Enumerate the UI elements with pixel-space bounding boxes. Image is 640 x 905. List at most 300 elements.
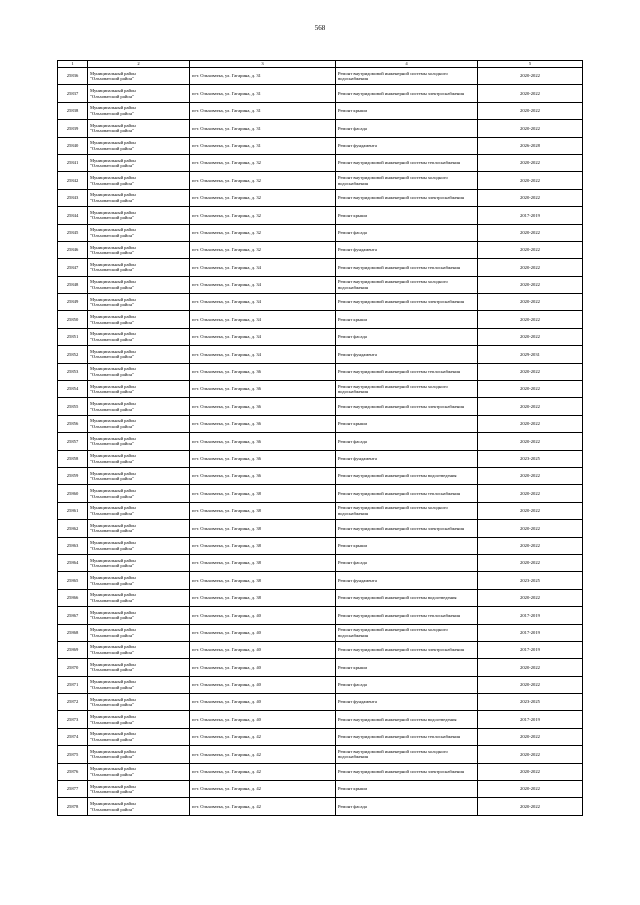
address-cell: пгт. Ольховатка, ул. Гагарина, д. 40 xyxy=(190,641,336,658)
municipality-line-1: Муниципальный район xyxy=(90,435,136,441)
address-cell: пгт. Ольховатка, ул. Гагарина, д. 40 xyxy=(190,624,336,641)
work-type-cell: Ремонт крыши xyxy=(336,659,478,676)
municipality-cell xyxy=(88,676,190,693)
row-number-cell: 25851 xyxy=(58,328,88,345)
period-cell: 2020-2022 xyxy=(478,520,583,537)
municipality-line-1: Муниципальный район xyxy=(90,401,136,407)
header-row xyxy=(58,61,583,68)
period-cell: 2020-2022 xyxy=(478,311,583,328)
municipality-line-1: Муниципальный район xyxy=(90,331,136,337)
period-cell: 2020-2022 xyxy=(478,502,583,519)
registry-table xyxy=(57,60,583,816)
address-cell: пгт. Ольховатка, ул. Гагарина, д. 36 xyxy=(190,398,336,415)
address-cell: пгт. Ольховатка, ул. Гагарина, д. 40 xyxy=(190,607,336,624)
municipality-cell xyxy=(88,694,190,711)
municipality-line-1: Муниципальный район xyxy=(90,244,136,250)
municipality-line-2: "Ольховатский район" xyxy=(90,545,134,551)
row-number-cell: 25876 xyxy=(58,763,88,780)
period-cell: 2020-2022 xyxy=(478,659,583,676)
row-number-cell: 25878 xyxy=(58,798,88,815)
period-cell: 2020-2022 xyxy=(478,398,583,415)
work-type-cell: Ремонт внутридомовой инженерной системы холодного водоснабжения xyxy=(336,68,478,85)
period-cell: 2029-2031 xyxy=(478,346,583,363)
work-type-cell: Ремонт фундамента xyxy=(336,346,478,363)
work-type-cell: Ремонт крыши xyxy=(336,537,478,554)
period-cell: 2020-2022 xyxy=(478,328,583,345)
row-number-cell: 25862 xyxy=(58,520,88,537)
row-number-cell: 25849 xyxy=(58,294,88,311)
table-row xyxy=(58,68,583,85)
row-number-cell: 25874 xyxy=(58,728,88,745)
municipality-line-2: "Ольховатский район" xyxy=(90,76,134,82)
municipality-cell xyxy=(88,746,190,763)
table-row xyxy=(58,85,583,102)
address-cell: пгт. Ольховатка, ул. Гагарина, д. 31 xyxy=(190,68,336,85)
table-row xyxy=(58,294,583,311)
table-row xyxy=(58,520,583,537)
address-cell: пгт. Ольховатка, ул. Гагарина, д. 32 xyxy=(190,189,336,206)
period-cell: 2020-2022 xyxy=(478,676,583,693)
municipality-line-2: "Ольховатский район" xyxy=(90,232,134,238)
municipality-line-1: Муниципальный район xyxy=(90,714,136,720)
municipality-line-2: "Ольховатский район" xyxy=(90,597,134,603)
table-row xyxy=(58,381,583,398)
work-type-cell: Ремонт внутридомовой инженерной системы электроснабжения xyxy=(336,189,478,206)
work-type-cell: Ремонт внутридомовой инженерной системы теплоснабжения xyxy=(336,728,478,745)
period-cell: 2017-2019 xyxy=(478,624,583,641)
municipality-cell xyxy=(88,624,190,641)
address-cell: пгт. Ольховатка, ул. Гагарина, д. 36 xyxy=(190,433,336,450)
municipality-line-2: "Ольховатский район" xyxy=(90,250,134,256)
row-number-cell: 25841 xyxy=(58,154,88,171)
address-cell: пгт. Ольховатка, ул. Гагарина, д. 40 xyxy=(190,676,336,693)
municipality-line-1: Муниципальный район xyxy=(90,783,136,789)
table-row xyxy=(58,172,583,189)
header-col-5: 5 xyxy=(478,61,583,68)
work-type-cell: Ремонт внутридомовой инженерной системы электроснабжения xyxy=(336,641,478,658)
row-number-cell: 25855 xyxy=(58,398,88,415)
municipality-cell xyxy=(88,68,190,85)
municipality-line-2: "Ольховатский район" xyxy=(90,737,134,743)
table-row xyxy=(58,415,583,432)
table-row xyxy=(58,728,583,745)
work-type-cell: Ремонт крыши xyxy=(336,207,478,224)
work-type-cell: Ремонт внутридомовой инженерной системы теплоснабжения xyxy=(336,485,478,502)
table-row xyxy=(58,137,583,154)
municipality-line-1: Муниципальный район xyxy=(90,192,136,198)
municipality-line-2: "Ольховатский район" xyxy=(90,528,134,534)
period-cell: 2017-2019 xyxy=(478,711,583,728)
work-type-cell: Ремонт крыши xyxy=(336,311,478,328)
table-row xyxy=(58,624,583,641)
row-number-cell: 25859 xyxy=(58,467,88,484)
work-type-cell: Ремонт фасада xyxy=(336,328,478,345)
municipality-line-2: "Ольховатский район" xyxy=(90,684,134,690)
work-type-cell: Ремонт фасада xyxy=(336,676,478,693)
period-cell: 2020-2022 xyxy=(478,781,583,798)
table-row xyxy=(58,154,583,171)
row-number-cell: 25842 xyxy=(58,172,88,189)
address-cell: пгт. Ольховатка, ул. Гагарина, д. 38 xyxy=(190,554,336,571)
work-type-cell: Ремонт внутридомовой инженерной системы теплоснабжения xyxy=(336,154,478,171)
address-cell: пгт. Ольховатка, ул. Гагарина, д. 38 xyxy=(190,520,336,537)
row-number-cell: 25846 xyxy=(58,241,88,258)
municipality-line-2: "Ольховатский район" xyxy=(90,789,134,795)
address-cell: пгт. Ольховатка, ул. Гагарина, д. 32 xyxy=(190,241,336,258)
work-type-cell: Ремонт внутридомовой инженерной системы холодного водоснабжения xyxy=(336,624,478,641)
address-cell: пгт. Ольховатка, ул. Гагарина, д. 34 xyxy=(190,346,336,363)
address-cell: пгт. Ольховатка, ул. Гагарина, д. 34 xyxy=(190,328,336,345)
work-type-cell: Ремонт внутридомовой инженерной системы холодного водоснабжения xyxy=(336,746,478,763)
municipality-line-2: "Ольховатский район" xyxy=(90,215,134,221)
work-type-cell: Ремонт внутридомовой инженерной системы холодного водоснабжения xyxy=(336,381,478,398)
table-row xyxy=(58,694,583,711)
municipality-line-1: Муниципальный район xyxy=(90,644,136,650)
work-type-cell: Ремонт фасада xyxy=(336,224,478,241)
municipality-line-1: Муниципальный район xyxy=(90,574,136,580)
table-body xyxy=(58,68,583,816)
address-cell: пгт. Ольховатка, ул. Гагарина, д. 31 xyxy=(190,137,336,154)
address-cell: пгт. Ольховатка, ул. Гагарина, д. 38 xyxy=(190,485,336,502)
work-type-cell: Ремонт внутридомовой инженерной системы электроснабжения xyxy=(336,763,478,780)
municipality-cell xyxy=(88,641,190,658)
row-number-cell: 25858 xyxy=(58,450,88,467)
period-cell: 2020-2022 xyxy=(478,68,583,85)
row-number-cell: 25873 xyxy=(58,711,88,728)
municipality-line-2: "Ольховатский район" xyxy=(90,650,134,656)
work-type-cell: Ремонт внутридомовой инженерной системы холодного водоснабжения xyxy=(336,276,478,293)
table-row xyxy=(58,328,583,345)
municipality-line-1: Муниципальный район xyxy=(90,70,136,76)
work-type-cell: Ремонт фасада xyxy=(336,554,478,571)
municipality-line-2: "Ольховатский район" xyxy=(90,754,134,760)
municipality-line-2: "Ольховатский район" xyxy=(90,284,134,290)
row-number-cell: 25847 xyxy=(58,259,88,276)
address-cell: пгт. Ольховатка, ул. Гагарина, д. 34 xyxy=(190,259,336,276)
address-cell: пгт. Ольховатка, ул. Гагарина, д. 40 xyxy=(190,659,336,676)
table-row xyxy=(58,572,583,589)
work-type-cell: Ремонт крыши xyxy=(336,102,478,119)
table-row xyxy=(58,711,583,728)
municipality-cell xyxy=(88,363,190,380)
municipality-line-1: Муниципальный район xyxy=(90,314,136,320)
period-cell: 2020-2022 xyxy=(478,554,583,571)
table-row xyxy=(58,120,583,137)
period-cell: 2020-2022 xyxy=(478,415,583,432)
period-cell: 2020-2022 xyxy=(478,294,583,311)
row-number-cell: 25854 xyxy=(58,381,88,398)
municipality-line-1: Муниципальный район xyxy=(90,609,136,615)
municipality-line-1: Муниципальный район xyxy=(90,174,136,180)
municipality-line-1: Муниципальный район xyxy=(90,105,136,111)
period-cell: 2020-2022 xyxy=(478,485,583,502)
address-cell: пгт. Ольховатка, ул. Гагарина, д. 34 xyxy=(190,294,336,311)
table-row xyxy=(58,241,583,258)
period-cell: 2020-2022 xyxy=(478,433,583,450)
address-cell: пгт. Ольховатка, ул. Гагарина, д. 42 xyxy=(190,798,336,815)
row-number-cell: 25838 xyxy=(58,102,88,119)
municipality-line-1: Муниципальный район xyxy=(90,261,136,267)
period-cell: 2023-2025 xyxy=(478,450,583,467)
row-number-cell: 25866 xyxy=(58,589,88,606)
row-number-cell: 25856 xyxy=(58,415,88,432)
table-row xyxy=(58,763,583,780)
municipality-cell xyxy=(88,711,190,728)
work-type-cell: Ремонт крыши xyxy=(336,781,478,798)
address-cell: пгт. Ольховатка, ул. Гагарина, д. 36 xyxy=(190,415,336,432)
municipality-line-1: Муниципальный район xyxy=(90,766,136,772)
municipality-line-2: "Ольховатский район" xyxy=(90,110,134,116)
period-cell: 2026-2028 xyxy=(478,137,583,154)
municipality-cell xyxy=(88,241,190,258)
address-cell: пгт. Ольховатка, ул. Гагарина, д. 42 xyxy=(190,728,336,745)
period-cell: 2020-2022 xyxy=(478,381,583,398)
row-number-cell: 25861 xyxy=(58,502,88,519)
municipality-line-2: "Ольховатский район" xyxy=(90,337,134,343)
municipality-cell xyxy=(88,276,190,293)
work-type-cell: Ремонт внутридомовой инженерной системы электроснабжения xyxy=(336,398,478,415)
municipality-cell xyxy=(88,572,190,589)
municipality-line-2: "Ольховатский район" xyxy=(90,806,134,812)
municipality-line-1: Муниципальный район xyxy=(90,470,136,476)
header-col-4: 4 xyxy=(336,61,478,68)
period-cell: 2020-2022 xyxy=(478,763,583,780)
work-type-cell: Ремонт крыши xyxy=(336,415,478,432)
address-cell: пгт. Ольховатка, ул. Гагарина, д. 42 xyxy=(190,746,336,763)
row-number-cell: 25860 xyxy=(58,485,88,502)
municipality-line-1: Муниципальный район xyxy=(90,696,136,702)
period-cell: 2020-2022 xyxy=(478,537,583,554)
table-row xyxy=(58,276,583,293)
municipality-line-2: "Ольховатский район" xyxy=(90,145,134,151)
address-cell: пгт. Ольховатка, ул. Гагарина, д. 31 xyxy=(190,102,336,119)
municipality-line-2: "Ольховатский район" xyxy=(90,563,134,569)
row-number-cell: 25853 xyxy=(58,363,88,380)
table-row xyxy=(58,746,583,763)
row-number-cell: 25850 xyxy=(58,311,88,328)
table-row xyxy=(58,398,583,415)
period-cell: 2020-2022 xyxy=(478,85,583,102)
municipality-cell xyxy=(88,172,190,189)
row-number-cell: 25843 xyxy=(58,189,88,206)
municipality-cell xyxy=(88,433,190,450)
municipality-line-2: "Ольховатский район" xyxy=(90,719,134,725)
municipality-line-1: Муниципальный район xyxy=(90,366,136,372)
work-type-cell: Ремонт фундамента xyxy=(336,694,478,711)
municipality-cell xyxy=(88,85,190,102)
work-type-cell: Ремонт внутридомовой инженерной системы теплоснабжения xyxy=(336,259,478,276)
address-cell: пгт. Ольховатка, ул. Гагарина, д. 36 xyxy=(190,467,336,484)
address-cell: пгт. Ольховатка, ул. Гагарина, д. 34 xyxy=(190,311,336,328)
municipality-cell xyxy=(88,294,190,311)
row-number-cell: 25837 xyxy=(58,85,88,102)
address-cell: пгт. Ольховатка, ул. Гагарина, д. 34 xyxy=(190,276,336,293)
table-row xyxy=(58,224,583,241)
municipality-line-2: "Ольховатский район" xyxy=(90,771,134,777)
address-cell: пгт. Ольховатка, ул. Гагарина, д. 42 xyxy=(190,763,336,780)
row-number-cell: 25845 xyxy=(58,224,88,241)
address-cell: пгт. Ольховатка, ул. Гагарина, д. 42 xyxy=(190,781,336,798)
row-number-cell: 25867 xyxy=(58,607,88,624)
municipality-line-2: "Ольховатский район" xyxy=(90,615,134,621)
address-cell: пгт. Ольховатка, ул. Гагарина, д. 31 xyxy=(190,120,336,137)
table-row xyxy=(58,641,583,658)
period-cell: 2023-2025 xyxy=(478,572,583,589)
period-cell: 2023-2025 xyxy=(478,694,583,711)
header-col-1: 1 xyxy=(58,61,88,68)
work-type-cell: Ремонт внутридомовой инженерной системы водоотведения xyxy=(336,467,478,484)
municipality-line-2: "Ольховатский район" xyxy=(90,389,134,395)
period-cell: 2020-2022 xyxy=(478,224,583,241)
header-col-2: 2 xyxy=(88,61,190,68)
municipality-cell xyxy=(88,259,190,276)
address-cell: пгт. Ольховатка, ул. Гагарина, д. 32 xyxy=(190,207,336,224)
municipality-line-1: Муниципальный район xyxy=(90,661,136,667)
municipality-line-2: "Ольховатский район" xyxy=(90,458,134,464)
work-type-cell: Ремонт внутридомовой инженерной системы электроснабжения xyxy=(336,294,478,311)
row-number-cell: 25865 xyxy=(58,572,88,589)
municipality-line-2: "Ольховатский район" xyxy=(90,93,134,99)
municipality-cell xyxy=(88,520,190,537)
table-row xyxy=(58,485,583,502)
municipality-cell xyxy=(88,485,190,502)
municipality-cell xyxy=(88,467,190,484)
municipality-line-2: "Ольховатский район" xyxy=(90,302,134,308)
municipality-line-2: "Ольховатский район" xyxy=(90,197,134,203)
municipality-cell xyxy=(88,589,190,606)
municipality-line-1: Муниципальный район xyxy=(90,748,136,754)
municipality-cell xyxy=(88,763,190,780)
municipality-line-1: Муниципальный район xyxy=(90,522,136,528)
municipality-line-2: "Ольховатский район" xyxy=(90,424,134,429)
municipality-cell xyxy=(88,781,190,798)
municipality-cell xyxy=(88,189,190,206)
work-type-cell: Ремонт внутридомовой инженерной системы водоотведения xyxy=(336,589,478,606)
municipality-line-2: "Ольховатский район" xyxy=(90,441,134,447)
address-cell: пгт. Ольховатка, ул. Гагарина, д. 38 xyxy=(190,502,336,519)
municipality-line-1: Муниципальный район xyxy=(90,209,136,215)
municipality-line-2: "Ольховатский район" xyxy=(90,319,134,325)
work-type-cell: Ремонт фундамента xyxy=(336,450,478,467)
table-header xyxy=(58,61,583,68)
address-cell: пгт. Ольховатка, ул. Гагарина, д. 32 xyxy=(190,172,336,189)
page-number: 568 xyxy=(314,24,326,32)
work-type-cell: Ремонт фасада xyxy=(336,120,478,137)
municipality-line-1: Муниципальный район xyxy=(90,418,136,424)
row-number-cell: 25869 xyxy=(58,641,88,658)
period-cell: 2020-2022 xyxy=(478,172,583,189)
table-row xyxy=(58,467,583,484)
table-row xyxy=(58,259,583,276)
period-cell: 2020-2022 xyxy=(478,728,583,745)
address-cell: пгт. Ольховатка, ул. Гагарина, д. 40 xyxy=(190,711,336,728)
municipality-line-1: Муниципальный район xyxy=(90,122,136,128)
row-number-cell: 25840 xyxy=(58,137,88,154)
table-row xyxy=(58,102,583,119)
work-type-cell: Ремонт внутридомовой инженерной системы электроснабжения xyxy=(336,520,478,537)
address-cell: пгт. Ольховатка, ул. Гагарина, д. 38 xyxy=(190,537,336,554)
municipality-line-1: Муниципальный район xyxy=(90,453,136,459)
period-cell: 2020-2022 xyxy=(478,798,583,815)
municipality-line-2: "Ольховатский район" xyxy=(90,702,134,708)
row-number-cell: 25836 xyxy=(58,68,88,85)
table-row xyxy=(58,554,583,571)
work-type-cell: Ремонт внутридомовой инженерной системы электроснабжения xyxy=(336,85,478,102)
municipality-line-2: "Ольховатский район" xyxy=(90,354,134,360)
work-type-cell: Ремонт фасада xyxy=(336,433,478,450)
municipality-line-2: "Ольховатский район" xyxy=(90,667,134,673)
period-cell: 2020-2022 xyxy=(478,363,583,380)
municipality-line-1: Муниципальный район xyxy=(90,801,136,806)
municipality-line-1: Муниципальный район xyxy=(90,140,136,146)
period-cell: 2020-2022 xyxy=(478,189,583,206)
municipality-line-1: Муниципальный район xyxy=(90,296,136,302)
address-cell: пгт. Ольховатка, ул. Гагарина, д. 36 xyxy=(190,381,336,398)
period-cell: 2017-2019 xyxy=(478,607,583,624)
municipality-line-2: "Ольховатский район" xyxy=(90,163,134,169)
municipality-cell xyxy=(88,607,190,624)
municipality-cell xyxy=(88,798,190,815)
header-col-3: 3 xyxy=(190,61,336,68)
municipality-cell xyxy=(88,450,190,467)
municipality-cell xyxy=(88,346,190,363)
table-row xyxy=(58,676,583,693)
row-number-cell: 25871 xyxy=(58,676,88,693)
municipality-cell xyxy=(88,728,190,745)
period-cell: 2020-2022 xyxy=(478,259,583,276)
period-cell: 2020-2022 xyxy=(478,467,583,484)
row-number-cell: 25848 xyxy=(58,276,88,293)
municipality-cell xyxy=(88,154,190,171)
municipality-cell xyxy=(88,102,190,119)
municipality-cell xyxy=(88,207,190,224)
municipality-line-1: Муниципальный район xyxy=(90,279,136,285)
period-cell: 2020-2022 xyxy=(478,589,583,606)
period-cell: 2020-2022 xyxy=(478,276,583,293)
table-row xyxy=(58,798,583,815)
municipality-line-1: Муниципальный район xyxy=(90,487,136,493)
row-number-cell: 25844 xyxy=(58,207,88,224)
table-row xyxy=(58,189,583,206)
municipality-line-2: "Ольховатский район" xyxy=(90,406,134,412)
address-cell: пгт. Ольховатка, ул. Гагарина, д. 32 xyxy=(190,154,336,171)
municipality-line-2: "Ольховатский район" xyxy=(90,371,134,377)
municipality-line-1: Муниципальный район xyxy=(90,227,136,233)
address-cell: пгт. Ольховатка, ул. Гагарина, д. 36 xyxy=(190,363,336,380)
table-row xyxy=(58,659,583,676)
row-number-cell: 25875 xyxy=(58,746,88,763)
table-row xyxy=(58,363,583,380)
municipality-cell xyxy=(88,120,190,137)
address-cell: пгт. Ольховатка, ул. Гагарина, д. 31 xyxy=(190,85,336,102)
table-row xyxy=(58,607,583,624)
address-cell: пгт. Ольховатка, ул. Гагарина, д. 36 xyxy=(190,450,336,467)
municipality-cell xyxy=(88,659,190,676)
municipality-line-1: Муниципальный район xyxy=(90,157,136,163)
municipality-cell xyxy=(88,311,190,328)
work-type-cell: Ремонт внутридомовой инженерной системы водоотведения xyxy=(336,711,478,728)
table-row xyxy=(58,207,583,224)
table-row xyxy=(58,311,583,328)
address-cell: пгт. Ольховатка, ул. Гагарина, д. 38 xyxy=(190,572,336,589)
table-row xyxy=(58,346,583,363)
row-number-cell: 25839 xyxy=(58,120,88,137)
period-cell: 2017-2019 xyxy=(478,207,583,224)
work-type-cell: Ремонт фундамента xyxy=(336,241,478,258)
table-row xyxy=(58,502,583,519)
municipality-cell xyxy=(88,398,190,415)
municipality-line-2: "Ольховатский район" xyxy=(90,632,134,638)
